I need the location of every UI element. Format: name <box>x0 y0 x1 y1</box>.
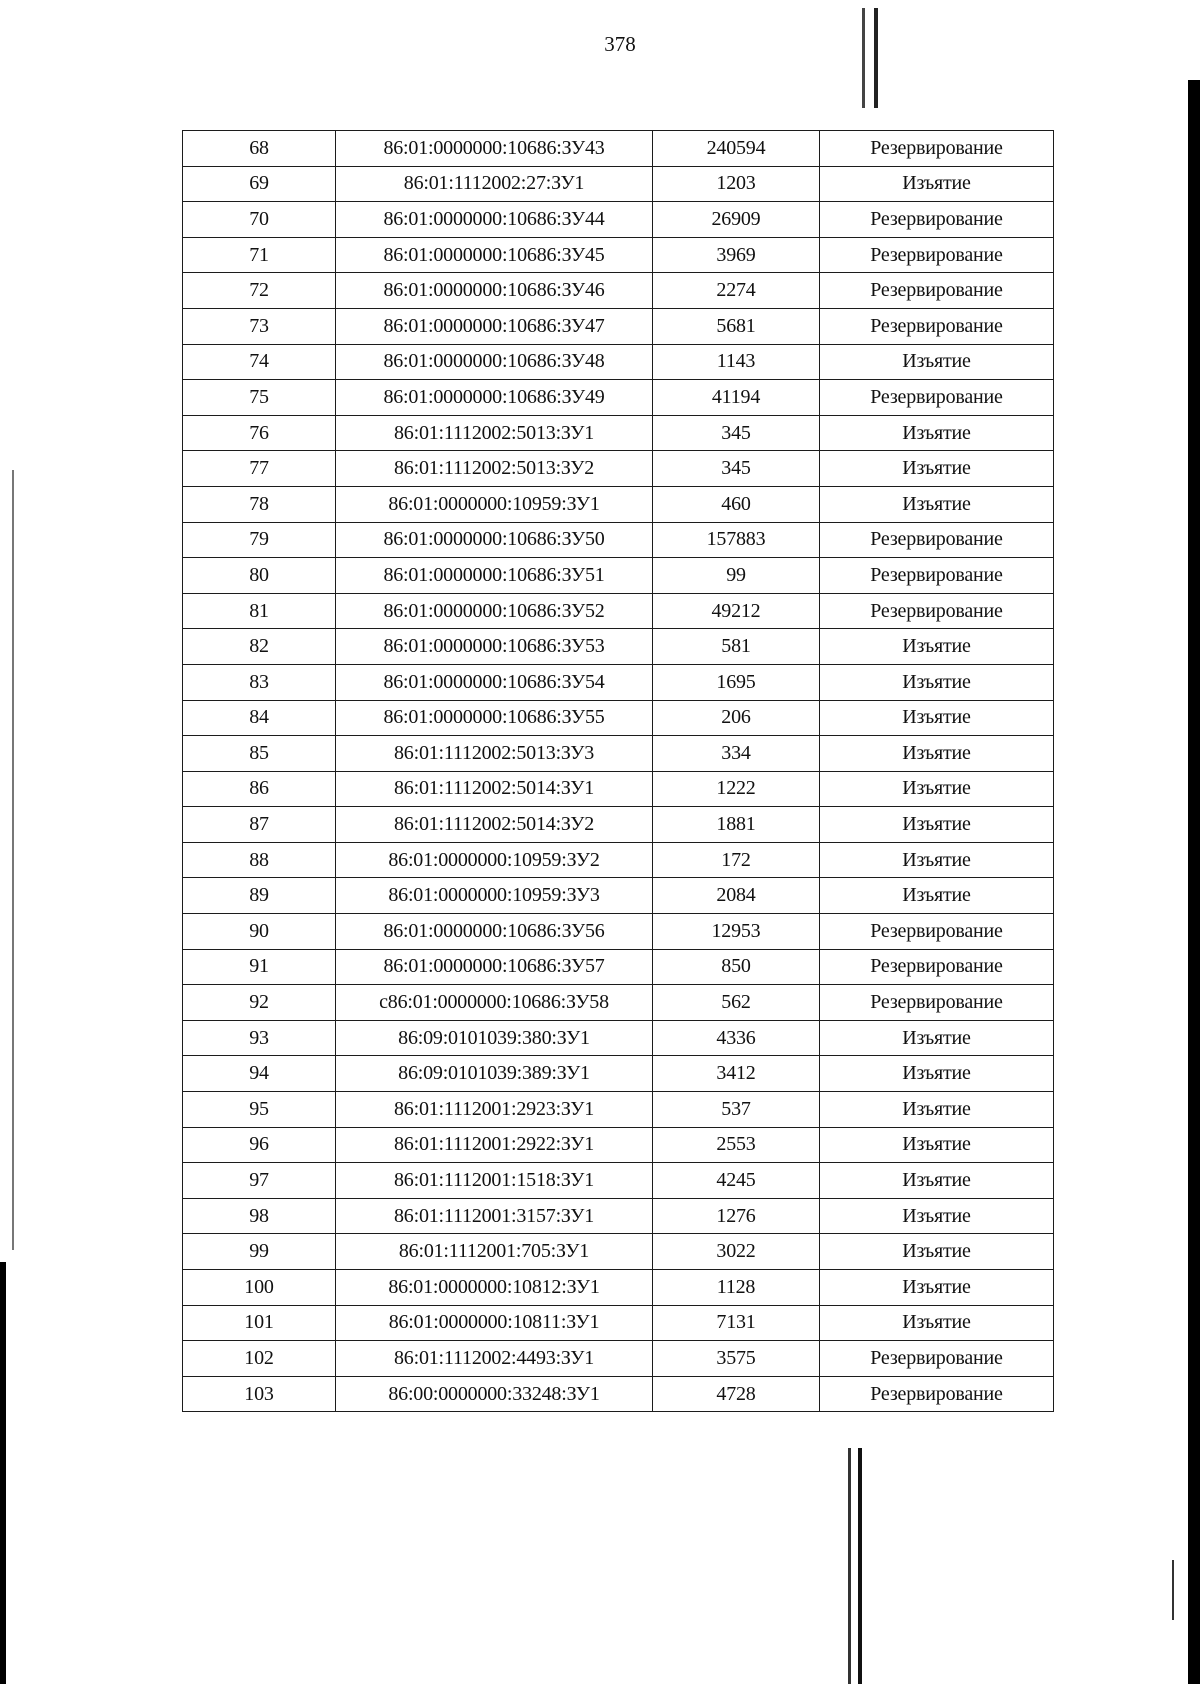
row-number-cell: 83 <box>183 664 336 700</box>
table-row <box>183 273 1054 309</box>
area-cell: 1695 <box>653 664 820 700</box>
cadastral-number-cell: 86:01:1112002:5014:ЗУ1 <box>336 771 653 807</box>
row-number-cell: 101 <box>183 1305 336 1341</box>
area-cell: 1222 <box>653 771 820 807</box>
row-number-cell: 94 <box>183 1056 336 1092</box>
action-type-cell: Изъятие <box>820 451 1054 487</box>
cadastral-number-cell: 86:01:1112001:2923:ЗУ1 <box>336 1092 653 1128</box>
table-row <box>183 1092 1054 1128</box>
row-number-cell: 91 <box>183 949 336 985</box>
area-cell: 345 <box>653 451 820 487</box>
cadastral-number-cell: 86:01:0000000:10686:ЗУ57 <box>336 949 653 985</box>
row-number-cell: 73 <box>183 308 336 344</box>
area-cell: 3412 <box>653 1056 820 1092</box>
scan-edge-right <box>1188 80 1200 1684</box>
area-cell: 2084 <box>653 878 820 914</box>
area-cell: 157883 <box>653 522 820 558</box>
row-number-cell: 99 <box>183 1234 336 1270</box>
scan-binding-mark-bottom-1 <box>848 1448 851 1684</box>
row-number-cell: 88 <box>183 842 336 878</box>
action-type-cell: Резервирование <box>820 131 1054 167</box>
cadastral-number-cell: 86:01:0000000:10959:ЗУ2 <box>336 842 653 878</box>
row-number-cell: 69 <box>183 166 336 202</box>
table-row <box>183 237 1054 273</box>
table-row <box>183 1020 1054 1056</box>
area-cell: 172 <box>653 842 820 878</box>
table-row <box>183 522 1054 558</box>
land-plots-table <box>182 130 1054 1412</box>
table-row <box>183 842 1054 878</box>
scan-binding-mark-bottom-2 <box>858 1448 862 1684</box>
area-cell: 7131 <box>653 1305 820 1341</box>
row-number-cell: 75 <box>183 380 336 416</box>
row-number-cell: 82 <box>183 629 336 665</box>
action-type-cell: Изъятие <box>820 1305 1054 1341</box>
action-type-cell: Изъятие <box>820 166 1054 202</box>
action-type-cell: Изъятие <box>820 1270 1054 1306</box>
table-row <box>183 807 1054 843</box>
row-number-cell: 81 <box>183 593 336 629</box>
area-cell: 2553 <box>653 1127 820 1163</box>
area-cell: 26909 <box>653 202 820 238</box>
action-type-cell: Изъятие <box>820 1056 1054 1092</box>
action-type-cell: Изъятие <box>820 664 1054 700</box>
cadastral-number-cell: 86:01:1112002:5013:ЗУ3 <box>336 736 653 772</box>
row-number-cell: 97 <box>183 1163 336 1199</box>
row-number-cell: 102 <box>183 1341 336 1377</box>
row-number-cell: 95 <box>183 1092 336 1128</box>
action-type-cell: Резервирование <box>820 985 1054 1021</box>
area-cell: 240594 <box>653 131 820 167</box>
table-row <box>183 985 1054 1021</box>
area-cell: 99 <box>653 558 820 594</box>
row-number-cell: 74 <box>183 344 336 380</box>
table-row <box>183 131 1054 167</box>
area-cell: 460 <box>653 486 820 522</box>
table-row <box>183 736 1054 772</box>
table-row <box>183 664 1054 700</box>
action-type-cell: Резервирование <box>820 308 1054 344</box>
action-type-cell: Резервирование <box>820 237 1054 273</box>
row-number-cell: 98 <box>183 1198 336 1234</box>
row-number-cell: 92 <box>183 985 336 1021</box>
page-number: 378 <box>604 32 636 56</box>
row-number-cell: 87 <box>183 807 336 843</box>
table-row <box>183 1163 1054 1199</box>
action-type-cell: Изъятие <box>820 1092 1054 1128</box>
table-row <box>183 202 1054 238</box>
action-type-cell: Изъятие <box>820 344 1054 380</box>
area-cell: 581 <box>653 629 820 665</box>
row-number-cell: 71 <box>183 237 336 273</box>
row-number-cell: 96 <box>183 1127 336 1163</box>
area-cell: 1276 <box>653 1198 820 1234</box>
table-row <box>183 166 1054 202</box>
area-cell: 3575 <box>653 1341 820 1377</box>
row-number-cell: 100 <box>183 1270 336 1306</box>
cadastral-number-cell: 86:01:0000000:10686:ЗУ44 <box>336 202 653 238</box>
cadastral-number-cell: 86:01:0000000:10686:ЗУ47 <box>336 308 653 344</box>
scan-line-left <box>12 470 14 1250</box>
action-type-cell: Резервирование <box>820 522 1054 558</box>
cadastral-number-cell: 86:01:1112001:2922:ЗУ1 <box>336 1127 653 1163</box>
row-number-cell: 103 <box>183 1376 336 1412</box>
row-number-cell: 86 <box>183 771 336 807</box>
cadastral-number-cell: 86:01:0000000:10686:ЗУ48 <box>336 344 653 380</box>
cadastral-number-cell: 86:01:0000000:10959:ЗУ1 <box>336 486 653 522</box>
action-type-cell: Изъятие <box>820 1127 1054 1163</box>
area-cell: 334 <box>653 736 820 772</box>
action-type-cell: Резервирование <box>820 914 1054 950</box>
action-type-cell: Резервирование <box>820 1341 1054 1377</box>
area-cell: 2274 <box>653 273 820 309</box>
area-cell: 206 <box>653 700 820 736</box>
row-number-cell: 68 <box>183 131 336 167</box>
row-number-cell: 90 <box>183 914 336 950</box>
cadastral-number-cell: 86:01:0000000:10686:ЗУ51 <box>336 558 653 594</box>
area-cell: 4245 <box>653 1163 820 1199</box>
cadastral-number-cell: 86:01:1112001:705:ЗУ1 <box>336 1234 653 1270</box>
action-type-cell: Резервирование <box>820 558 1054 594</box>
cadastral-number-cell: 86:01:0000000:10686:ЗУ54 <box>336 664 653 700</box>
scan-edge-left <box>0 1262 6 1684</box>
row-number-cell: 84 <box>183 700 336 736</box>
table-row <box>183 1341 1054 1377</box>
cadastral-number-cell: 86:01:0000000:10686:ЗУ46 <box>336 273 653 309</box>
table-row <box>183 771 1054 807</box>
cadastral-number-cell: 86:01:0000000:10686:ЗУ45 <box>336 237 653 273</box>
action-type-cell: Изъятие <box>820 736 1054 772</box>
scan-binding-mark-top-2 <box>874 8 878 108</box>
cadastral-number-cell: 86:01:1112002:27:ЗУ1 <box>336 166 653 202</box>
cadastral-number-cell: 86:01:1112002:4493:ЗУ1 <box>336 1341 653 1377</box>
cadastral-number-cell: с86:01:0000000:10686:ЗУ58 <box>336 985 653 1021</box>
row-number-cell: 93 <box>183 1020 336 1056</box>
area-cell: 1881 <box>653 807 820 843</box>
area-cell: 12953 <box>653 914 820 950</box>
action-type-cell: Изъятие <box>820 415 1054 451</box>
table-row <box>183 1234 1054 1270</box>
area-cell: 41194 <box>653 380 820 416</box>
table-row <box>183 380 1054 416</box>
cadastral-number-cell: 86:01:0000000:10686:ЗУ49 <box>336 380 653 416</box>
action-type-cell: Изъятие <box>820 1020 1054 1056</box>
cadastral-number-cell: 86:01:1112002:5013:ЗУ2 <box>336 451 653 487</box>
action-type-cell: Изъятие <box>820 842 1054 878</box>
cadastral-number-cell: 86:01:0000000:10686:ЗУ53 <box>336 629 653 665</box>
scan-binding-mark-top-1 <box>862 8 865 108</box>
cadastral-number-cell: 86:01:0000000:10686:ЗУ55 <box>336 700 653 736</box>
table-row <box>183 949 1054 985</box>
area-cell: 5681 <box>653 308 820 344</box>
area-cell: 4336 <box>653 1020 820 1056</box>
action-type-cell: Изъятие <box>820 878 1054 914</box>
action-type-cell: Резервирование <box>820 593 1054 629</box>
cadastral-number-cell: 86:01:0000000:10686:ЗУ56 <box>336 914 653 950</box>
table-row <box>183 308 1054 344</box>
table-row <box>183 1376 1054 1412</box>
action-type-cell: Изъятие <box>820 807 1054 843</box>
action-type-cell: Резервирование <box>820 949 1054 985</box>
action-type-cell: Изъятие <box>820 700 1054 736</box>
area-cell: 49212 <box>653 593 820 629</box>
area-cell: 537 <box>653 1092 820 1128</box>
action-type-cell: Резервирование <box>820 380 1054 416</box>
table-row <box>183 486 1054 522</box>
cadastral-number-cell: 86:01:0000000:10686:ЗУ43 <box>336 131 653 167</box>
action-type-cell: Резервирование <box>820 273 1054 309</box>
cadastral-number-cell: 86:01:1112002:5014:ЗУ2 <box>336 807 653 843</box>
table-row <box>183 451 1054 487</box>
table-row <box>183 1198 1054 1234</box>
row-number-cell: 89 <box>183 878 336 914</box>
row-number-cell: 72 <box>183 273 336 309</box>
row-number-cell: 80 <box>183 558 336 594</box>
table-row <box>183 415 1054 451</box>
table-row <box>183 629 1054 665</box>
row-number-cell: 85 <box>183 736 336 772</box>
area-cell: 4728 <box>653 1376 820 1412</box>
action-type-cell: Изъятие <box>820 771 1054 807</box>
row-number-cell: 79 <box>183 522 336 558</box>
action-type-cell: Изъятие <box>820 1234 1054 1270</box>
area-cell: 345 <box>653 415 820 451</box>
area-cell: 1143 <box>653 344 820 380</box>
table-row <box>183 1305 1054 1341</box>
scan-line-right-bottom <box>1172 1560 1174 1620</box>
action-type-cell: Резервирование <box>820 202 1054 238</box>
table-row <box>183 344 1054 380</box>
table-row <box>183 700 1054 736</box>
cadastral-number-cell: 86:01:0000000:10811:ЗУ1 <box>336 1305 653 1341</box>
cadastral-number-cell: 86:00:0000000:33248:ЗУ1 <box>336 1376 653 1412</box>
table-row <box>183 1056 1054 1092</box>
area-cell: 1203 <box>653 166 820 202</box>
table-row <box>183 914 1054 950</box>
table-row <box>183 878 1054 914</box>
action-type-cell: Резервирование <box>820 1376 1054 1412</box>
area-cell: 850 <box>653 949 820 985</box>
cadastral-number-cell: 86:01:0000000:10686:ЗУ52 <box>336 593 653 629</box>
cadastral-number-cell: 86:09:0101039:380:ЗУ1 <box>336 1020 653 1056</box>
table-row <box>183 1127 1054 1163</box>
cadastral-number-cell: 86:01:0000000:10686:ЗУ50 <box>336 522 653 558</box>
area-cell: 3969 <box>653 237 820 273</box>
table-row <box>183 558 1054 594</box>
area-cell: 1128 <box>653 1270 820 1306</box>
cadastral-number-cell: 86:01:1112002:5013:ЗУ1 <box>336 415 653 451</box>
row-number-cell: 78 <box>183 486 336 522</box>
cadastral-number-cell: 86:01:0000000:10959:ЗУ3 <box>336 878 653 914</box>
table-row <box>183 593 1054 629</box>
row-number-cell: 76 <box>183 415 336 451</box>
cadastral-number-cell: 86:01:0000000:10812:ЗУ1 <box>336 1270 653 1306</box>
area-cell: 562 <box>653 985 820 1021</box>
table-body <box>183 131 1054 1412</box>
row-number-cell: 70 <box>183 202 336 238</box>
area-cell: 3022 <box>653 1234 820 1270</box>
row-number-cell: 77 <box>183 451 336 487</box>
table-row <box>183 1270 1054 1306</box>
cadastral-number-cell: 86:01:1112001:3157:ЗУ1 <box>336 1198 653 1234</box>
action-type-cell: Изъятие <box>820 629 1054 665</box>
action-type-cell: Изъятие <box>820 486 1054 522</box>
action-type-cell: Изъятие <box>820 1198 1054 1234</box>
cadastral-number-cell: 86:09:0101039:389:ЗУ1 <box>336 1056 653 1092</box>
cadastral-number-cell: 86:01:1112001:1518:ЗУ1 <box>336 1163 653 1199</box>
action-type-cell: Изъятие <box>820 1163 1054 1199</box>
